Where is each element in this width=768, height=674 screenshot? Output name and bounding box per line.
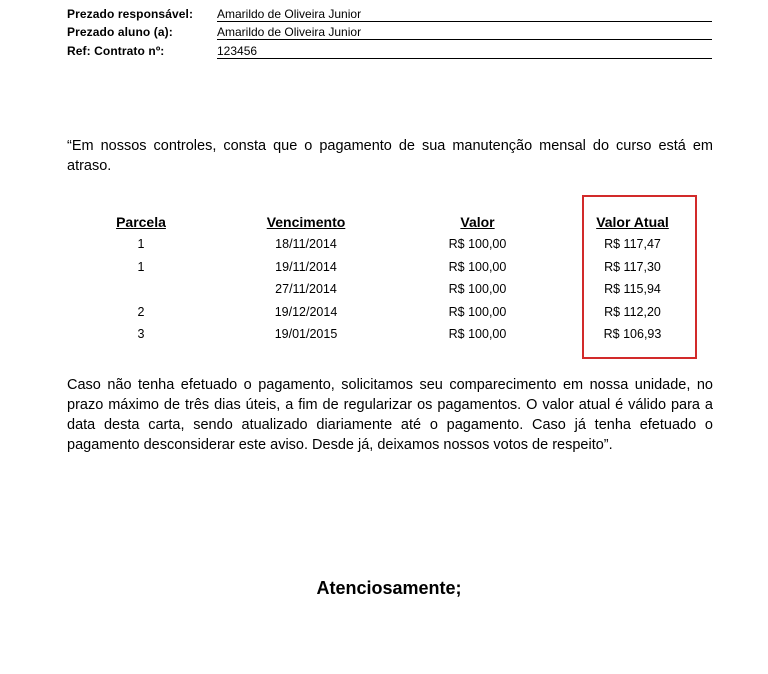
cell-vencimento: 18/11/2014: [275, 237, 337, 252]
aluno-label: Prezado aluno (a):: [67, 25, 173, 39]
cell-valor: R$ 100,00: [448, 282, 507, 297]
aluno-value: Amarildo de Oliveira Junior: [217, 25, 712, 40]
column-header-parcela: Parcela: [116, 214, 166, 230]
valor-atual-highlight-box: [582, 195, 697, 359]
cell-vencimento: 27/11/2014: [275, 282, 337, 297]
body-paragraph: Caso não tenha efetuado o pagamento, solicitamos seu comparecimento em nossa unidade, no prazo máximo de três dias úteis, a fim de regularizar os pagamentos. O valor atual é válido para a data desta carta, sendo atualizado diariamente até o pagamento. Caso já tenha efetuado o pagamento desconsiderar este aviso. Desde já, deixamos nossos votos de respeito”.: [67, 377, 713, 453]
cell-parcela: 1: [137, 259, 145, 274]
cell-parcela: 1: [137, 237, 145, 252]
cell-valor-atual: R$ 117,30: [604, 259, 661, 274]
closing-signoff: Atenciosamente;: [316, 578, 462, 598]
cell-vencimento: 19/12/2014: [274, 304, 338, 319]
cell-vencimento: 19/01/2015: [274, 327, 338, 342]
cell-valor: R$ 100,00: [448, 327, 507, 342]
contrato-label: Ref: Contrato nº:: [67, 44, 165, 58]
contrato-value: 123456: [217, 44, 712, 59]
cell-valor: R$ 100,00: [448, 237, 507, 252]
responsavel-value: Amarildo de Oliveira Junior: [217, 7, 712, 22]
cell-valor-atual: R$ 112,20: [604, 304, 661, 319]
cell-parcela: 2: [137, 304, 145, 319]
column-header-valor: Valor: [460, 214, 495, 230]
cell-valor-atual: R$ 115,94: [604, 282, 661, 297]
cell-vencimento: 19/11/2014: [275, 259, 337, 274]
column-header-valor-atual: Valor Atual: [596, 214, 669, 230]
cell-valor-atual: R$ 106,93: [603, 327, 662, 342]
responsavel-label: Prezado responsável:: [67, 7, 194, 21]
cell-valor: R$ 100,00: [448, 259, 507, 274]
column-header-vencimento: Vencimento: [266, 214, 346, 230]
cell-valor-atual: R$ 117,47: [604, 237, 661, 252]
cell-valor: R$ 100,00: [448, 304, 507, 319]
cell-parcela: [75, 278, 207, 301]
intro-paragraph: “Em nossos controles, consta que o pagamento de sua manutenção mensal do curso está em atraso.: [67, 138, 713, 174]
cell-parcela: 3: [137, 327, 145, 342]
